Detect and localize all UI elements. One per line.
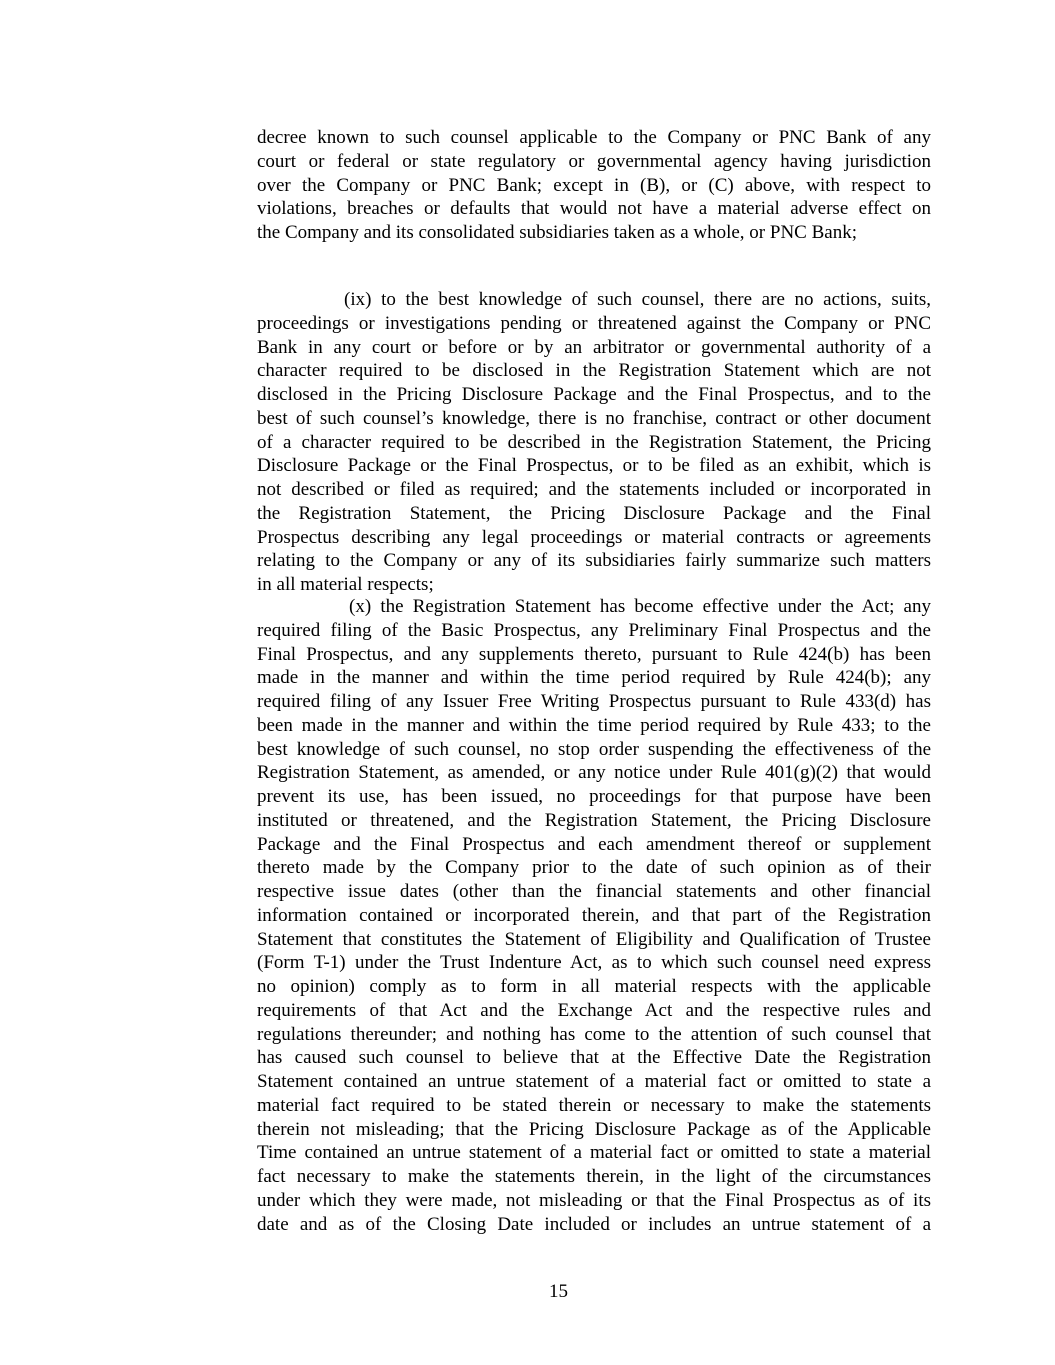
text-line: Package and the Final Prospectus and each amendment thereof or supplement — [257, 833, 931, 855]
text-line: material fact required to be stated therein or necessary to make the statements — [257, 1094, 931, 1116]
text-line: been made in the manner and within the time period required by Rule 433; to the — [257, 714, 931, 736]
text-line: therein not misleading; that the Pricing Disclosure Package as of the Applicable — [257, 1118, 931, 1140]
text-line: in all material respects; — [257, 574, 434, 595]
text-line: of a character required to be described in the Registration Statement, the Pricing — [257, 431, 931, 453]
text-line: decree known to such counsel applicable to the Company or PNC Bank of any — [257, 127, 931, 148]
text-line: Final Prospectus, and any supplements thereto, pursuant to Rule 424(b) has been — [257, 643, 931, 665]
text-line: the Company and its consolidated subsidiaries taken as a whole, or PNC Bank; — [257, 222, 857, 243]
text-line: best knowledge of such counsel, no stop order suspending the effectiveness of the — [257, 738, 931, 760]
text-line: thereto made by the Company prior to the date of such opinion as of their — [257, 857, 931, 879]
paragraph-continuation — [257, 126, 931, 245]
page-number: 15 — [549, 1281, 568, 1302]
text-line: Time contained an untrue statement of a material fact or omitted to state a material — [257, 1142, 931, 1164]
text-line: not described or filed as required; and the statements included or incorporated in — [257, 479, 931, 500]
text-line: (Form T-1) under the Trust Indenture Act, as to which such counsel need express — [257, 952, 931, 974]
text-line: under which they were made, not misleading or that the Final Prospectus as of its — [257, 1189, 931, 1211]
text-line: prevent its use, has been issued, no proceedings for that purpose have been — [257, 786, 931, 807]
text-line: instituted or threatened, and the Registration Statement, the Pricing Disclosure — [257, 809, 931, 831]
text-line: date and as of the Closing Date included or includes an untrue statement of a — [257, 1213, 931, 1235]
text-line: information contained or incorporated therein, and that part of the Registration — [257, 904, 931, 926]
text-line: fact necessary to make the statements therein, in the light of the circumstances — [257, 1166, 931, 1187]
text-line: has caused such counsel to believe that at the Effective Date the Registration — [257, 1047, 931, 1069]
text-line: Prospectus describing any legal proceedings or material contracts or agreements — [257, 526, 931, 548]
text-line: no opinion) comply as to form in all material respects with the applicable — [257, 976, 931, 997]
text-line: violations, breaches or defaults that would not have a material adverse effect on — [257, 198, 931, 220]
text-line: relating to the Company or any of its subsidiaries fairly summarize such matters — [257, 550, 931, 572]
text-line: (x) the Registration Statement has become effective under the Act; any — [349, 596, 931, 617]
text-line: Disclosure Package or the Final Prospectus, or to be filed as an exhibit, which is — [257, 455, 931, 477]
text-line: Bank in any court or before or by an arbitrator or governmental authority of a — [257, 336, 931, 358]
text-line: requirements of that Act and the Exchange Act and the respective rules and — [257, 999, 931, 1021]
paragraph-x — [257, 595, 931, 1236]
text-line: over the Company or PNC Bank; except in (B), or (C) above, with respect to — [257, 174, 931, 196]
text-line: the Registration Statement, the Pricing Disclosure Package and the Final — [257, 502, 931, 524]
paragraph-ix — [257, 288, 931, 597]
text-line: Registration Statement, as amended, or any notice under Rule 401(g)(2) that would — [257, 762, 931, 784]
text-line: best of such counsel’s knowledge, there is no franchise, contract or other document — [257, 407, 931, 429]
text-line: regulations thereunder; and nothing has come to the attention of such counsel that — [257, 1023, 931, 1045]
text-line: disclosed in the Pricing Disclosure Package and the Final Prospectus, and to the — [257, 384, 931, 405]
text-line: character required to be disclosed in the Registration Statement which are not — [257, 360, 931, 382]
text-line: proceedings or investigations pending or threatened against the Company or PNC — [257, 312, 931, 334]
text-line: respective issue dates (other than the financial statements and other financial — [257, 881, 931, 902]
text-line: court or federal or state regulatory or governmental agency having jurisdiction — [257, 150, 931, 172]
text-line: made in the manner and within the time period required by Rule 424(b); any — [257, 667, 931, 689]
text-line: required filing of any Issuer Free Writing Prospectus pursuant to Rule 433(d) has — [257, 691, 931, 712]
text-line: Statement contained an untrue statement of a material fact or omitted to state a — [257, 1071, 931, 1092]
text-line: required filing of the Basic Prospectus, any Preliminary Final Prospectus and the — [257, 619, 931, 641]
text-line: Statement that constitutes the Statement of Eligibility and Qualification of Trustee — [257, 928, 931, 950]
text-line: (ix) to the best knowledge of such counsel, there are no actions, suits, — [344, 289, 931, 310]
